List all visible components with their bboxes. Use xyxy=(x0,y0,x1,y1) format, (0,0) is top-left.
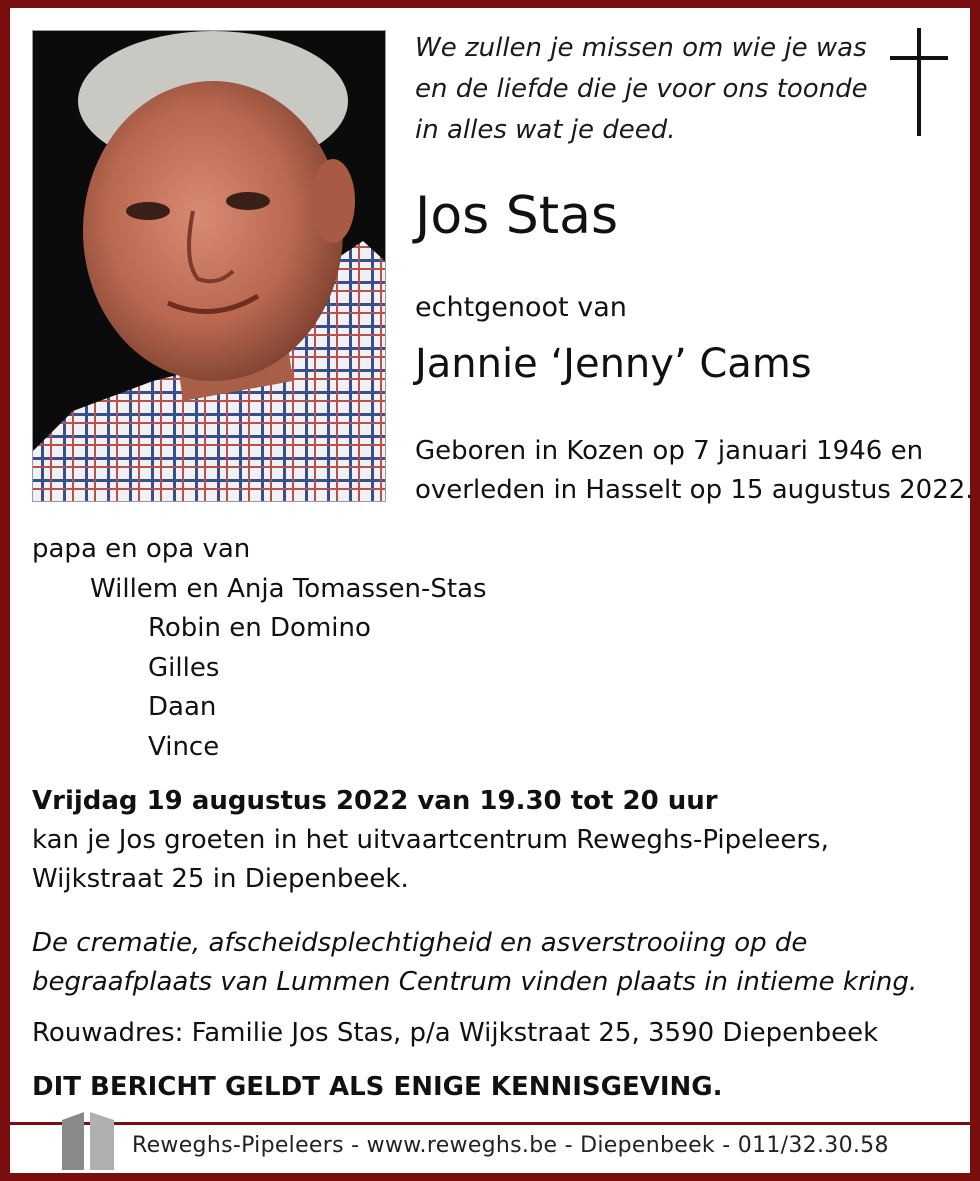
family-intro: papa en opa van xyxy=(32,534,251,564)
family-list xyxy=(32,530,487,767)
cross-icon xyxy=(890,28,950,142)
birth-death-info xyxy=(415,432,974,510)
mourning-address: Rouwadres: Familie Jos Stas, p/a Wijkstraat 25, 3590 Diepenbeek xyxy=(32,1018,879,1048)
cremation-line: De crematie, afscheidsplechtigheid en asverstrooiing op de xyxy=(32,928,808,958)
grandchild-item: Robin en Domino xyxy=(148,613,371,643)
spouse-label: echtgenoot van xyxy=(415,292,627,323)
spouse-name: Jannie ‘Jenny’ Cams xyxy=(415,341,812,387)
portrait-image xyxy=(33,31,385,501)
grandchild-item: Daan xyxy=(148,692,217,722)
cremation-info xyxy=(32,924,917,1002)
birth-line: Geboren in Kozen op 7 januari 1946 en xyxy=(415,436,924,466)
quote-line: en de liefde die je voor ons toonde xyxy=(415,74,868,104)
death-line: overleden in Hasselt op 15 augustus 2022. xyxy=(415,475,974,505)
portrait-photo xyxy=(32,30,386,502)
quote-line: We zullen je missen om wie je was xyxy=(415,33,867,63)
deceased-name: Jos Stas xyxy=(415,186,619,246)
visitation-line: kan je Jos groeten in het uitvaartcentrum Reweghs-Pipeleers, xyxy=(32,825,829,855)
footer-contact: Reweghs-Pipeleers - www.reweghs.be - Diepenbeek - 011/32.30.58 xyxy=(132,1133,889,1158)
visitation-date: Vrijdag 19 augustus 2022 van 19.30 tot 20 uur xyxy=(32,786,718,816)
footer-divider xyxy=(10,1122,970,1125)
grandchild-item: Vince xyxy=(148,731,220,762)
memorial-quote xyxy=(415,28,868,151)
children-line: Willem en Anja Tomassen-Stas xyxy=(90,573,487,604)
grandchild-item: Gilles xyxy=(148,652,220,683)
notice-text: DIT BERICHT GELDT ALS ENIGE KENNISGEVING. xyxy=(32,1072,723,1102)
funeral-home-logo-icon xyxy=(60,1110,116,1176)
quote-line: in alles wat je deed. xyxy=(415,115,676,145)
visitation-info xyxy=(32,782,829,899)
cremation-line: begraafplaats van Lummen Centrum vinden plaats in intieme kring. xyxy=(32,967,918,997)
visitation-line: Wijkstraat 25 in Diepenbeek. xyxy=(32,864,409,894)
